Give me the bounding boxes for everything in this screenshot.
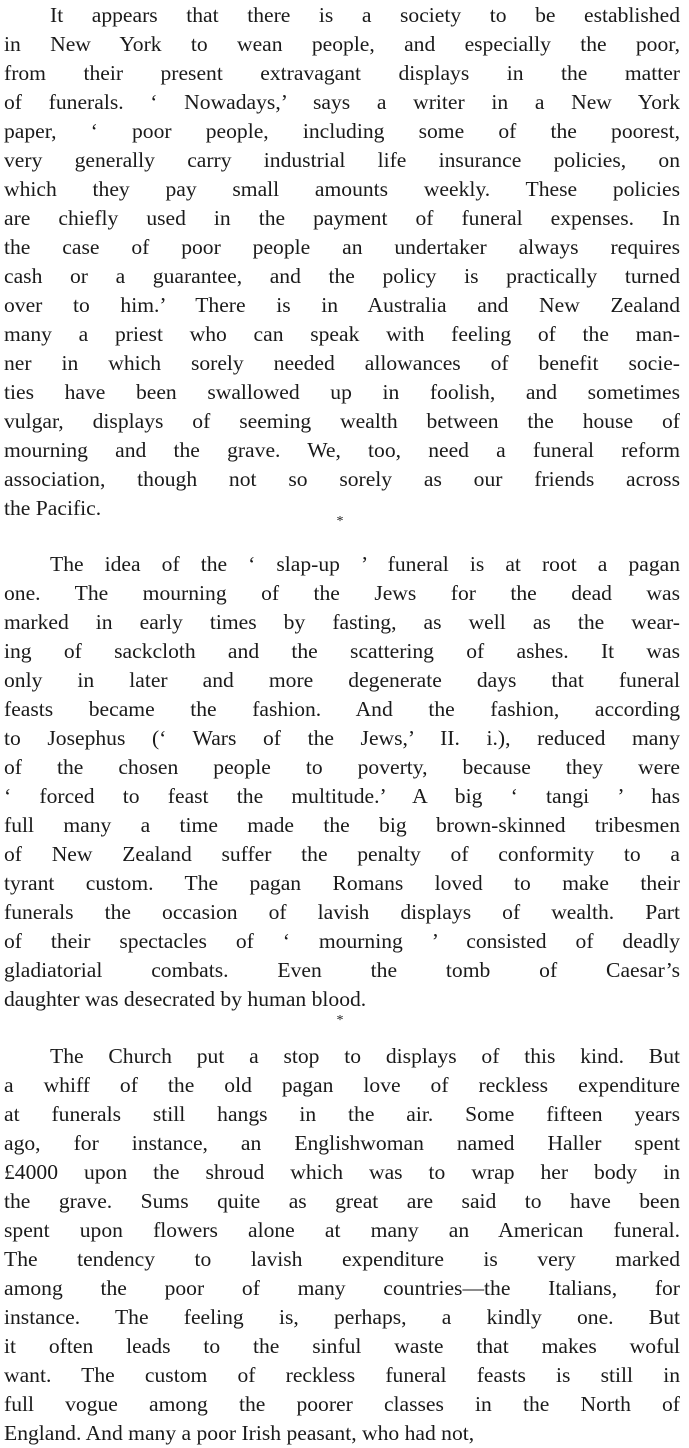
text-line: over to him.’ There is in Australia and New Zealand <box>4 293 680 317</box>
text-line: gladiatorial combats. Even the tomb of Caesar’s <box>4 958 680 982</box>
text-line: mourning and the grave. We, too, need a funeral reform <box>4 438 680 462</box>
text-line: full vogue among the poorer classes in the North of <box>4 1392 680 1416</box>
text-line: tyrant custom. The pagan Romans loved to make their <box>4 871 680 895</box>
paragraph-2 <box>4 550 680 1014</box>
text-line: ties have been swallowed up in foolish, and sometimes <box>4 380 680 404</box>
text-line: the Pacific. <box>4 496 102 520</box>
section-separator-2: * <box>336 1013 344 1028</box>
text-line: at funerals still hangs in the air. Some fifteen years <box>4 1102 680 1126</box>
text-line: full many a time made the big brown-skinned tribesmen <box>4 813 680 837</box>
text-line: of New Zealand suffer the penalty of conformity to a <box>4 842 680 866</box>
text-line: daughter was desecrated by human blood. <box>4 987 367 1011</box>
text-line: ner in which sorely needed allowances of benefit socie- <box>4 351 680 375</box>
text-line: want. The custom of reckless funeral feasts is still in <box>4 1363 680 1387</box>
text-line: ago, for instance, an Englishwoman named Haller spent <box>4 1131 680 1155</box>
text-line: feasts became the fashion. And the fashion, according <box>4 697 680 721</box>
text-line: the grave. Sums quite as great are said to have been <box>4 1189 680 1213</box>
paragraph-1 <box>4 1 680 523</box>
text-line: association, though not so sorely as our friends across <box>4 467 680 491</box>
text-line: of funerals. ‘ Nowadays,’ says a writer in a New York <box>4 90 680 114</box>
text-line: vulgar, displays of seeming wealth between the house of <box>4 409 680 433</box>
text-line: are chiefly used in the payment of funeral expenses. In <box>4 206 680 230</box>
text-line: England. And many a poor Irish peasant, who had not, <box>4 1421 475 1445</box>
section-separator-1: * <box>336 514 344 529</box>
text-line: one. The mourning of the Jews for the dead was <box>4 581 680 605</box>
text-line: a whiff of the old pagan love of reckless expenditure <box>4 1073 680 1097</box>
text-line: very generally carry industrial life insurance policies, on <box>4 148 680 172</box>
text-line: It appears that there is a society to be established <box>50 3 680 27</box>
text-line: from their present extravagant displays in the matter <box>4 61 680 85</box>
text-line: The Church put a stop to displays of this kind. But <box>50 1044 680 1068</box>
text-line: many a priest who can speak with feeling of the man- <box>4 322 680 346</box>
text-line: spent upon flowers alone at many an American funeral. <box>4 1218 680 1242</box>
text-line: instance. The feeling is, perhaps, a kindly one. But <box>4 1305 680 1329</box>
text-line: funerals the occasion of lavish displays of wealth. Part <box>4 900 680 924</box>
text-line: in New York to wean people, and especially the poor, <box>4 32 680 56</box>
text-line: it often leads to the sinful waste that makes woful <box>4 1334 680 1358</box>
text-line: ing of sackcloth and the scattering of ashes. It was <box>4 639 680 663</box>
text-line: The tendency to lavish expenditure is very marked <box>4 1247 680 1271</box>
text-line: to Josephus (‘ Wars of the Jews,’ II. i.), reduced many <box>4 726 680 750</box>
text-line: £4000 upon the shroud which was to wrap her body in <box>4 1160 680 1184</box>
text-line: marked in early times by fasting, as well as the wear- <box>4 610 680 634</box>
text-line: ‘ forced to feast the multitude.’ A big ‘ tangi ’ has <box>4 784 680 808</box>
paragraph-3 <box>4 1042 680 1448</box>
text-line: which they pay small amounts weekly. These policies <box>4 177 680 201</box>
text-line: of their spectacles of ‘ mourning ’ consisted of deadly <box>4 929 680 953</box>
text-line: of the chosen people to poverty, because they were <box>4 755 680 779</box>
text-line: among the poor of many countries—the Italians, for <box>4 1276 680 1300</box>
text-line: paper, ‘ poor people, including some of the poorest, <box>4 119 680 143</box>
text-line: the case of poor people an undertaker always requires <box>4 235 680 259</box>
text-line: The idea of the ‘ slap-up ’ funeral is at root a pagan <box>50 552 680 576</box>
text-line: only in later and more degenerate days that funeral <box>4 668 680 692</box>
text-line: cash or a guarantee, and the policy is practically turned <box>4 264 680 288</box>
